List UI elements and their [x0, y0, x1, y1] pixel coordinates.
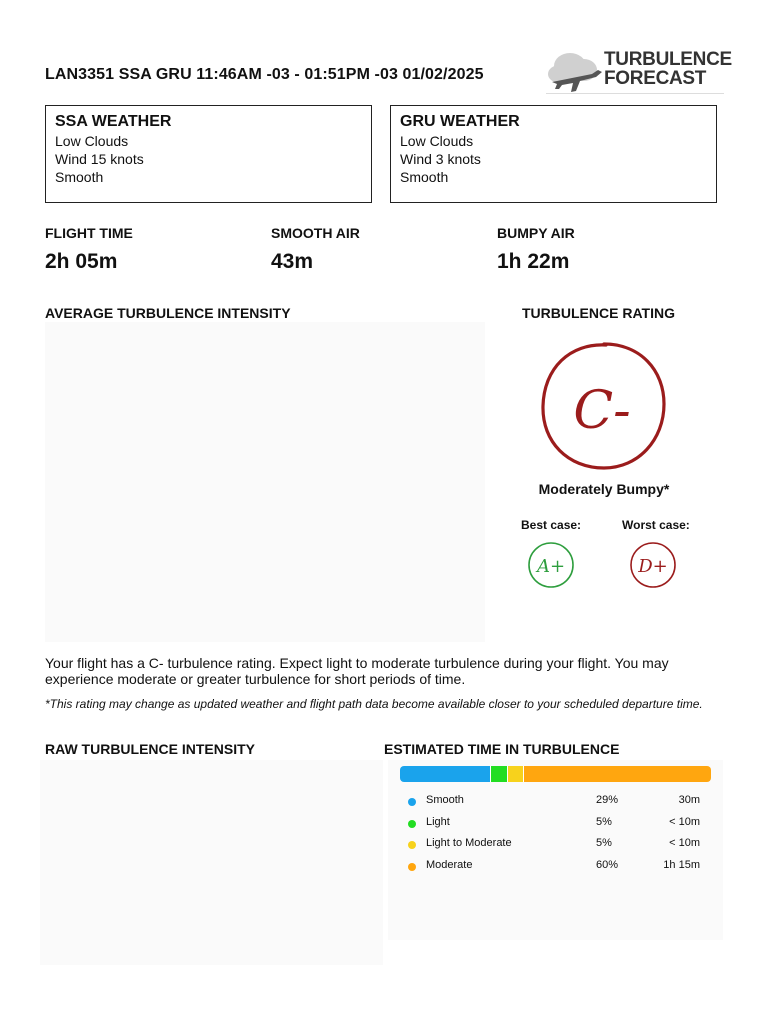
worst-case-grade: D+: [638, 556, 668, 577]
best-case-label: Best case:: [521, 518, 582, 532]
legend-color-dot: [408, 798, 416, 806]
bumpy-air-value: 1h 22m: [497, 250, 570, 273]
rating-summary-text: Your flight has a C- turbulence rating. Expect light to moderate turbulence during your flight. You may experience moderate or greater turbulence for short periods of time.: [45, 655, 669, 687]
rating-caption: Moderately Bumpy*: [538, 481, 670, 497]
worst-case-grade-stamp: [628, 540, 678, 590]
flight-header-title: LAN3351 SSA GRU 11:46AM -03 - 01:51PM -03 01/02/2025: [45, 66, 484, 83]
legend-percentage: 29%: [596, 794, 619, 806]
bar-segment-moderate: [523, 766, 711, 782]
bumpy-air-label: BUMPY AIR: [497, 225, 575, 241]
legend-duration: 1h 15m: [663, 859, 700, 872]
legend-duration: < 10m: [669, 837, 700, 850]
legend-percentage: 5%: [596, 837, 612, 850]
gru-weather-box: [390, 105, 717, 203]
avg-intensity-heading: AVERAGE TURBULENCE INTENSITY: [45, 305, 291, 321]
legend-row: [408, 794, 708, 812]
worst-case-label: Worst case:: [622, 518, 690, 532]
flight-time-label: FLIGHT TIME: [45, 225, 133, 241]
ssa-weather-box: [45, 105, 372, 203]
gru-weather-wind: Wind 3 knots: [400, 151, 481, 167]
gru-weather-clouds: Low Clouds: [400, 133, 474, 149]
raw-intensity-heading: RAW TURBULENCE INTENSITY: [45, 741, 255, 757]
ssa-weather-clouds: Low Clouds: [55, 133, 129, 149]
rating-disclaimer-note: *This rating may change as updated weather and flight path data become available closer to your scheduled departure time.: [45, 697, 703, 711]
legend-row: [408, 859, 708, 877]
flight-time-value: 2h 05m: [45, 250, 118, 273]
logo-divider: [546, 93, 724, 94]
ssa-weather-wind: Wind 15 knots: [55, 151, 144, 167]
ssa-weather-condition: Smooth: [55, 169, 104, 185]
legend-duration: < 10m: [669, 815, 700, 828]
logo-text: TURBULENCE FORECAST: [604, 49, 732, 89]
legend-percentage: 5%: [596, 815, 612, 828]
raw-intensity-chart-area: [40, 760, 383, 965]
bar-segment-light: [490, 766, 507, 782]
smooth-air-value: 43m: [271, 250, 314, 273]
best-case-grade-stamp: [526, 540, 576, 590]
rating-grade-stamp: [536, 338, 672, 474]
ssa-weather-title: SSA WEATHER: [55, 113, 172, 130]
legend-category-name: Smooth: [426, 794, 464, 806]
turbulence-time-bar: [400, 766, 711, 782]
legend-color-dot: [408, 820, 416, 828]
gru-weather-title: GRU WEATHER: [400, 113, 520, 130]
gru-weather-condition: Smooth: [400, 169, 449, 185]
legend-color-dot: [408, 863, 416, 871]
legend-row: [408, 816, 708, 834]
time-in-turbulence-heading: ESTIMATED TIME IN TURBULENCE: [384, 741, 620, 757]
rating-grade-text: C-: [573, 381, 631, 441]
bar-segment-smooth: [400, 766, 490, 782]
legend-category-name: Light: [426, 815, 450, 828]
legend-duration: 30m: [678, 794, 700, 806]
legend-color-dot: [408, 841, 416, 849]
legend-category-name: Moderate: [426, 859, 473, 872]
bar-segment-light-to-moderate: [507, 766, 524, 782]
legend-category-name: Light to Moderate: [426, 837, 512, 850]
smooth-air-label: SMOOTH AIR: [271, 225, 360, 241]
best-case-grade: A+: [536, 556, 566, 577]
legend-percentage: 60%: [596, 859, 619, 872]
legend-row: [408, 837, 708, 855]
plane-cloud-icon: [546, 44, 606, 96]
turbulence-rating-heading: TURBULENCE RATING: [522, 305, 675, 321]
turbulence-forecast-logo: [546, 44, 732, 96]
avg-intensity-chart-area: [45, 322, 485, 642]
